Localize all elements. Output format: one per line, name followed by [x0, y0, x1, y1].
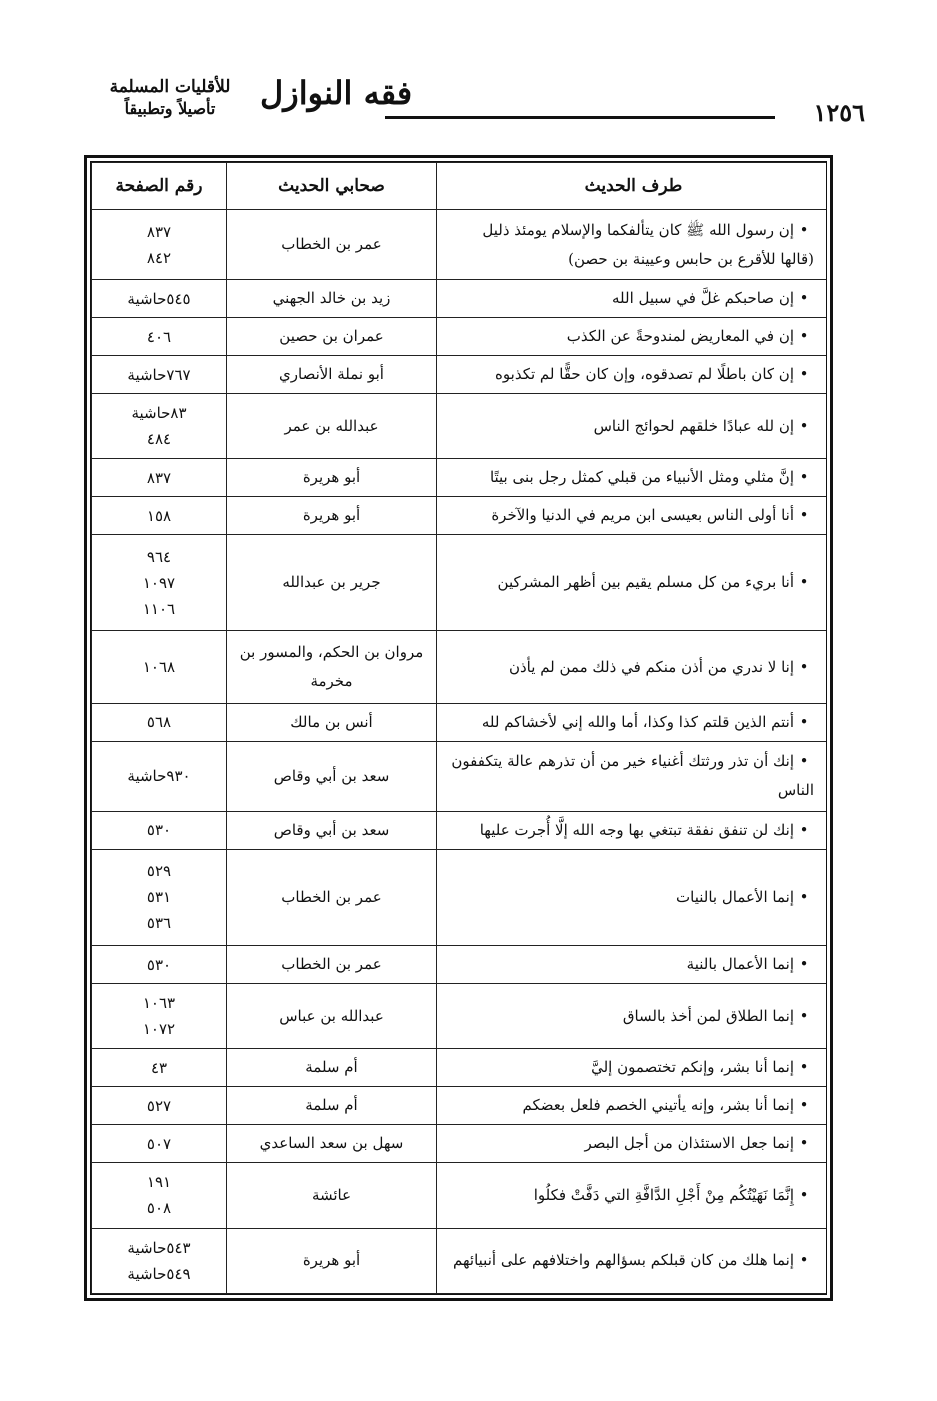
table-row: [92, 849, 828, 945]
sahabi-cell: أم سلمة: [227, 1087, 437, 1125]
bullet-icon: •: [799, 820, 809, 839]
bullet-icon: •: [799, 573, 809, 592]
sahabi-cell: سعد بن أبي وقاص: [227, 811, 437, 849]
table-row: [92, 811, 828, 849]
hadith-cell: [437, 535, 828, 631]
page-reference: ٥٠٧: [146, 1134, 172, 1153]
page-reference: ٨٣حاشية: [131, 404, 187, 423]
sahabi-cell: أبو هريرة: [227, 497, 437, 535]
sahabi-cell: زيد بن خالد الجهني: [227, 280, 437, 318]
hadith-text: إن كان باطلًا لم تصدقوه، وإن كان حقًّا لم تكذبوه: [495, 365, 794, 383]
bullet-icon: •: [799, 1185, 809, 1204]
page-number-cell: [92, 1087, 227, 1125]
page-reference: ١٩١: [146, 1173, 172, 1192]
page-reference: ٥٣١: [146, 888, 172, 907]
table-row: [92, 984, 828, 1049]
page-number: ١٢٥٦: [813, 98, 865, 127]
hadith-text: إنما الأعمال بالنيات: [676, 887, 794, 906]
page-reference: ٨٣٧: [146, 468, 172, 487]
bullet-icon: •: [799, 1251, 809, 1270]
page-reference: ١٠٧٢: [142, 1020, 176, 1039]
sahabi-cell: عمر بن الخطاب: [227, 849, 437, 945]
page-number-cell: [92, 811, 227, 849]
book-subtitle-block: [85, 76, 255, 120]
hadith-text: إنما أنا بشر، وإنه يأتيني الخصم فلعل بعضكم: [522, 1096, 794, 1115]
bullet-icon: •: [799, 1006, 809, 1025]
table-row: [92, 1049, 828, 1087]
bullet-icon: •: [799, 955, 809, 973]
page-reference: ٤٠٦: [146, 327, 172, 346]
bullet-icon: •: [799, 752, 809, 771]
page-reference: ١٠٦٨: [142, 658, 176, 677]
bullet-icon: •: [799, 887, 809, 906]
sahabi-cell: سهل بن سعد الساعدي: [227, 1125, 437, 1163]
page-number-cell: [92, 1125, 227, 1163]
bullet-icon: •: [799, 1134, 809, 1153]
hadith-cell: [437, 1087, 828, 1125]
hadith-text: إن صاحبكم غلَّ في سبيل الله: [612, 289, 794, 308]
hadith-text: إنما الطلاق لمن أخذ بالساق: [622, 1006, 794, 1025]
hadith-cell: [437, 459, 828, 497]
table-row: [92, 535, 828, 631]
page-number-cell: [92, 318, 227, 356]
bullet-icon: •: [799, 365, 809, 383]
page-reference: ٥٤٩حاشية: [127, 1264, 191, 1283]
book-subtitle: للأقليات المسلمة: [109, 77, 231, 97]
table-row: [92, 280, 828, 318]
table-row: [92, 356, 828, 394]
table-row: [92, 394, 828, 459]
sahabi-cell: عمر بن الخطاب: [227, 210, 437, 280]
hadith-cell: [437, 356, 828, 394]
header-rule: [385, 116, 775, 119]
page-reference: ١٠٩٧: [142, 573, 176, 592]
page-number-cell: [92, 280, 227, 318]
table-row: [92, 1163, 828, 1228]
bullet-icon: •: [799, 468, 809, 487]
hadith-cell: [437, 1163, 828, 1228]
hadith-text: إنما الأعمال بالنية: [686, 955, 794, 973]
sahabi-cell: أبو هريرة: [227, 459, 437, 497]
page-reference: ٧٦٧حاشية: [127, 365, 191, 384]
hadith-text: إنما جعل الاستئذان من أجل البصر: [584, 1134, 794, 1153]
page-number-cell: [92, 1163, 227, 1228]
table-row: [92, 459, 828, 497]
page-reference: ٥٢٩: [146, 862, 172, 881]
table-inner-border: [90, 161, 827, 1295]
bullet-icon: •: [799, 1096, 809, 1115]
hadith-cell: [437, 1228, 828, 1293]
page-reference: ٩٦٤: [146, 547, 172, 566]
table-row: [92, 741, 828, 811]
page-reference: ٨٣٧: [146, 222, 172, 241]
table-row: [92, 1087, 828, 1125]
hadith-cell: [437, 631, 828, 703]
column-header-page: رقم الصفحة: [92, 163, 227, 210]
hadith-cell: [437, 280, 828, 318]
hadith-cell: [437, 984, 828, 1049]
hadith-cell: [437, 394, 828, 459]
page-number-cell: [92, 631, 227, 703]
hadith-cell: [437, 1125, 828, 1163]
hadith-cell: [437, 1049, 828, 1087]
column-header-hadith: طرف الحديث: [437, 163, 828, 210]
sahabi-cell: أم سلمة: [227, 1049, 437, 1087]
hadith-text: إنك أن تذر ورثتك أغنياء خير من أن تذرهم عالة يتكففون الناس: [451, 752, 814, 800]
page-number-cell: [92, 984, 227, 1049]
page-reference: ٥٦٨: [146, 713, 172, 732]
page-reference: ٥٤٣حاشية: [127, 1238, 191, 1257]
hadith-text: إنَّ مثلي ومثل الأنبياء من قبلي كمثل رجل بنى بيتًا: [489, 468, 794, 487]
page-reference: ١٠٦٣: [142, 994, 176, 1013]
page-number-cell: [92, 703, 227, 741]
hadith-cell: [437, 741, 828, 811]
table-row: [92, 318, 828, 356]
page-reference: ٥٤٥حاشية: [127, 289, 191, 308]
bullet-icon: •: [799, 1058, 809, 1077]
sahabi-cell: عائشة: [227, 1163, 437, 1228]
hadith-index-table-frame: [84, 155, 833, 1301]
book-subtitle-secondary: تأصيلاً وتطبيقاً: [124, 99, 216, 118]
hadith-text: إِنَّمَا نَهَيْتُكُم مِنْ أَجْلِ الدَّافَّةِ التي دَفَّتْ فكلُوا: [533, 1185, 794, 1204]
table-header-row: [92, 163, 828, 210]
bullet-icon: •: [799, 416, 809, 435]
sahabi-cell: مروان بن الحكم، والمسور بن مخرمة: [227, 631, 437, 703]
page-number-cell: [92, 849, 227, 945]
page-number-cell: [92, 1049, 227, 1087]
sahabi-cell: سعد بن أبي وقاص: [227, 741, 437, 811]
bullet-icon: •: [799, 289, 809, 308]
page-reference: ٩٣٠حاشية: [127, 767, 191, 786]
table-row: [92, 631, 828, 703]
bullet-icon: •: [799, 327, 809, 346]
page-reference: ٥٣٠: [146, 955, 172, 974]
page-number-cell: [92, 459, 227, 497]
hadith-cell: [437, 703, 828, 741]
page-number-cell: [92, 535, 227, 631]
page-reference: ٥٠٨: [146, 1199, 172, 1218]
column-header-sahabi: صحابي الحديث: [227, 163, 437, 210]
sahabi-cell: أبو هريرة: [227, 1228, 437, 1293]
hadith-cell: [437, 318, 828, 356]
page-number-cell: [92, 497, 227, 535]
sahabi-cell: عمران بن حصين: [227, 318, 437, 356]
bullet-icon: •: [799, 712, 809, 731]
table-row: [92, 1228, 828, 1293]
hadith-text: إنك لن تنفق نفقة تبتغي بها وجه الله إلَّا أُجرت عليها: [479, 820, 794, 839]
page-reference: ٥٢٧: [146, 1096, 172, 1115]
page-number-cell: [92, 394, 227, 459]
table-body: [92, 210, 828, 1294]
page-reference: ١١٠٦: [142, 599, 176, 618]
sahabi-cell: عبدالله بن عمر: [227, 394, 437, 459]
page-number-cell: [92, 210, 227, 280]
sahabi-cell: عبدالله بن عباس: [227, 984, 437, 1049]
hadith-text: أنا أولى الناس بعيسى ابن مريم في الدنيا والآخرة: [491, 506, 794, 525]
page-number-cell: [92, 946, 227, 984]
table-row: [92, 210, 828, 280]
hadith-text: إن في المعاريض لمندوحةً عن الكذب: [566, 327, 794, 346]
table-row: [92, 497, 828, 535]
hadith-text: أنا بريء من كل مسلم يقيم بين أظهر المشركين: [497, 573, 794, 592]
page-reference: ٥٣٦: [146, 914, 172, 933]
hadith-text: إن رسول الله ﷺ كان يتألفكما والإسلام يومئذ ذليل (قالها للأقرع بن حابس وعيينة بن حصن): [482, 220, 814, 268]
bullet-icon: •: [799, 657, 809, 676]
page-reference: ١٥٨: [146, 506, 172, 525]
page-number-cell: [92, 741, 227, 811]
page-reference: ٨٤٢: [146, 248, 172, 267]
bullet-icon: •: [799, 506, 809, 525]
table-row: [92, 1125, 828, 1163]
bullet-icon: •: [799, 220, 809, 239]
sahabi-cell: عمر بن الخطاب: [227, 946, 437, 984]
hadith-text: إنما هلك من كان قبلكم بسؤالهم واختلافهم على أنبيائهم: [453, 1251, 794, 1270]
hadith-text: إنا لا ندري من أذن منكم في ذلك ممن لم يأذن: [508, 657, 794, 676]
hadith-cell: [437, 946, 828, 984]
sahabi-cell: جرير بن عبدالله: [227, 535, 437, 631]
page-reference: ٤٨٤: [146, 430, 172, 449]
page-reference: ٤٣: [150, 1058, 168, 1077]
hadith-text: أنتم الذين قلتم كذا وكذا، أما والله إني لأخشاكم لله: [481, 712, 794, 731]
hadith-index-table: [91, 162, 827, 1294]
hadith-cell: [437, 811, 828, 849]
page-number-cell: [92, 1228, 227, 1293]
page-header: [85, 68, 865, 148]
book-title: فقه النوازل: [260, 74, 413, 112]
page-reference: ٥٣٠: [146, 821, 172, 840]
page-number-cell: [92, 356, 227, 394]
hadith-cell: [437, 849, 828, 945]
sahabi-cell: أبو نملة الأنصاري: [227, 356, 437, 394]
hadith-text: إن لله عبادًا خلقهم لحوائج الناس: [593, 416, 794, 435]
table-row: [92, 946, 828, 984]
hadith-text: إنما أنا بشر، وإنكم تختصمون إليَّ: [591, 1058, 794, 1077]
table-row: [92, 703, 828, 741]
hadith-cell: [437, 210, 828, 280]
hadith-cell: [437, 497, 828, 535]
sahabi-cell: أنس بن مالك: [227, 703, 437, 741]
footer-scan-noise: [90, 1318, 850, 1332]
